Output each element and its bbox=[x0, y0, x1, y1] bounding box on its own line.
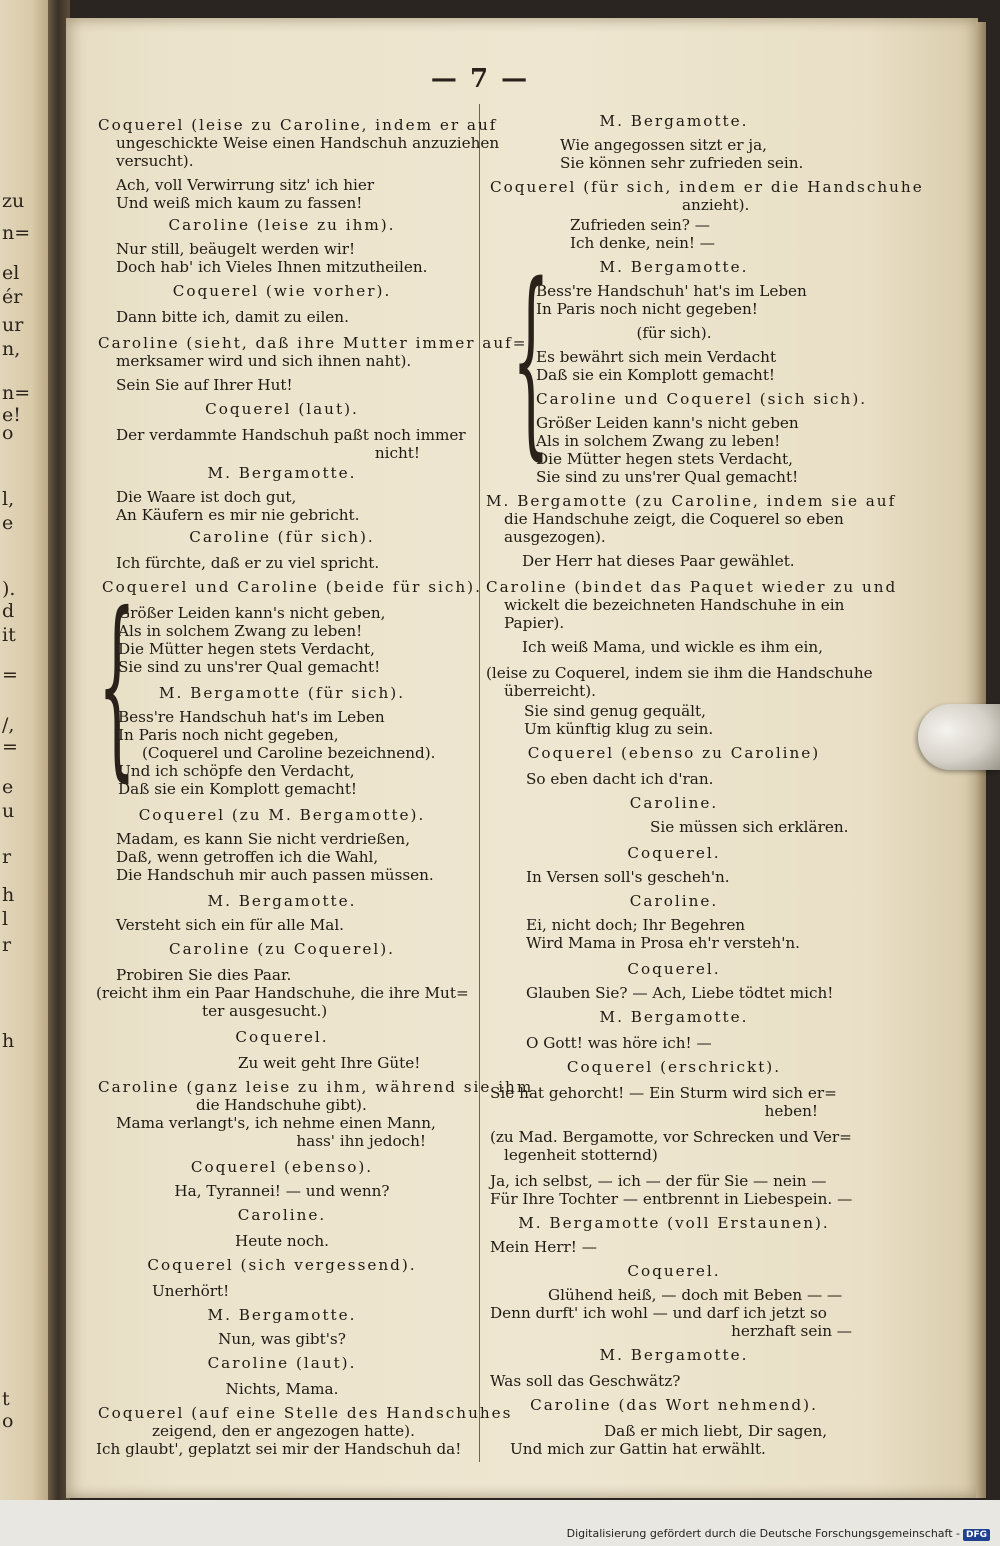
text-line: Madam, es kann Sie nicht verdrießen, bbox=[116, 830, 411, 848]
text-line: Daß sie ein Komplott gemacht! bbox=[536, 366, 776, 384]
text-line: Die Mütter hegen stets Verdacht, bbox=[118, 640, 375, 658]
text-line: Für Ihre Tochter — entbrennt in Liebespein. — bbox=[490, 1190, 853, 1208]
text-line: Probiren Sie dies Paar. bbox=[116, 966, 292, 984]
margin-fragment: n= bbox=[2, 222, 31, 244]
speaker-line: Coquerel (für sich, indem er die Handschuhe bbox=[490, 178, 924, 196]
text-line: Glühend heiß, — doch mit Beben — — bbox=[548, 1286, 843, 1304]
speaker-line: Caroline. bbox=[629, 892, 719, 910]
text-line: Sie hat gehorcht! — Ein Sturm wird sich er= bbox=[490, 1084, 837, 1102]
text-line: O Gott! was höre ich! — bbox=[526, 1034, 712, 1052]
margin-fragment: ér bbox=[2, 286, 23, 308]
text-line: Ha, Tyrannei! — und wenn? bbox=[174, 1182, 390, 1200]
text-line: Wird Mama in Prosa eh'r versteh'n. bbox=[526, 934, 800, 952]
speaker-line: Coquerel (sich vergessend). bbox=[147, 1256, 417, 1274]
margin-fragment: u bbox=[2, 800, 15, 822]
speaker-line: Coquerel (zu M. Bergamotte). bbox=[138, 806, 426, 824]
text-line: Sie können sehr zufrieden sein. bbox=[560, 154, 804, 172]
text-line: Um künftig klug zu sein. bbox=[524, 720, 714, 738]
text-line: Nichts, Mama. bbox=[225, 1380, 339, 1398]
speaker-line: Caroline (leise zu ihm). bbox=[168, 216, 396, 234]
dfg-logo: DFG bbox=[963, 1529, 990, 1541]
text-line: nicht! bbox=[374, 444, 420, 462]
text-line: Zu weit geht Ihre Güte! bbox=[238, 1054, 421, 1072]
speaker-line: Coquerel (wie vorher). bbox=[172, 282, 392, 300]
speaker-line: Caroline. bbox=[629, 794, 719, 812]
speaker-line: Coquerel (leise zu Caroline, indem er auf bbox=[98, 116, 498, 134]
text-line: (Coquerel und Caroline bezeichnend). bbox=[142, 744, 436, 762]
text-line: Heute noch. bbox=[235, 1232, 329, 1250]
margin-fragment: t bbox=[2, 1388, 10, 1410]
speaker-line: M. Bergamotte (für sich). bbox=[158, 684, 406, 702]
text-line: wickelt die bezeichneten Handschuhe in ein bbox=[504, 596, 845, 614]
text-line: Denn durft' ich wohl — und darf ich jetzt so bbox=[490, 1304, 827, 1322]
text-line: An Käufern es mir nie gebricht. bbox=[116, 506, 360, 524]
speaker-line: M. Bergamotte. bbox=[207, 892, 357, 910]
margin-fragment: n, bbox=[2, 338, 21, 360]
verse-brace: { bbox=[512, 241, 550, 479]
text-line: anzieht). bbox=[682, 196, 750, 214]
speaker-line: Coquerel (ebenso). bbox=[190, 1158, 374, 1176]
margin-fragment: r bbox=[2, 934, 12, 956]
text-line: So eben dacht ich d'ran. bbox=[526, 770, 714, 788]
text-line: Nur still, beäugelt werden wir! bbox=[116, 240, 356, 258]
text-line: Ich weiß Mama, und wickle es ihm ein, bbox=[522, 638, 823, 656]
text-line: Papier). bbox=[504, 614, 565, 632]
text-line: Bess're Handschuh hat's im Leben bbox=[118, 708, 385, 726]
margin-fragment: zu bbox=[2, 190, 25, 212]
text-line: merksamer wird und sich ihnen naht). bbox=[116, 352, 412, 370]
speaker-line: Caroline (sieht, daß ihre Mutter immer auf= bbox=[98, 334, 528, 352]
text-line: Sein Sie auf Ihrer Hut! bbox=[116, 376, 293, 394]
text-line: Und ich schöpfe den Verdacht, bbox=[118, 762, 355, 780]
margin-fragment: = bbox=[2, 664, 18, 686]
text-line: Der Herr hat dieses Paar gewählet. bbox=[522, 552, 795, 570]
text-line: Sie sind zu uns'rer Qual gemacht! bbox=[118, 658, 381, 676]
speaker-line: Caroline und Coquerel (sich sich). bbox=[536, 390, 868, 408]
text-line: Ich glaubt', geplatzt sei mir der Handschuh da! bbox=[96, 1440, 462, 1458]
text-line: Die Mütter hegen stets Verdacht, bbox=[536, 450, 793, 468]
text-line: In Paris noch nicht gegeben, bbox=[118, 726, 339, 744]
speaker-line: M. Bergamotte (voll Erstaunen). bbox=[518, 1214, 830, 1232]
text-line: Die Handschuh mir auch passen müssen. bbox=[116, 866, 434, 884]
text-line: Glauben Sie? — Ach, Liebe tödtet mich! bbox=[526, 984, 834, 1002]
speaker-line: M. Bergamotte. bbox=[599, 1346, 749, 1364]
text-line: Als in solchem Zwang zu leben! bbox=[118, 622, 363, 640]
margin-fragment: n= bbox=[2, 382, 31, 404]
text-line: hass' ihn jedoch! bbox=[296, 1132, 426, 1150]
text-line: Sie sind genug gequält, bbox=[524, 702, 706, 720]
speaker-line: M. Bergamotte. bbox=[207, 1306, 357, 1324]
text-line: Unerhört! bbox=[152, 1282, 230, 1300]
text-line: Versteht sich ein für alle Mal. bbox=[116, 916, 345, 934]
footer-credit-text: Digitalisierung gefördert durch die Deutsche Forschungsgemeinschaft - bbox=[566, 1527, 960, 1540]
text-line: Daß er mich liebt, Dir sagen, bbox=[604, 1422, 828, 1440]
speaker-line: M. Bergamotte. bbox=[599, 112, 749, 130]
text-line: In Versen soll's gescheh'n. bbox=[526, 868, 730, 886]
verse-brace: { bbox=[98, 571, 136, 800]
text-line: (leise zu Coquerel, indem sie ihm die Handschuhe bbox=[486, 664, 873, 682]
margin-fragment: e bbox=[2, 776, 14, 798]
margin-fragment: /, bbox=[2, 714, 15, 736]
margin-fragment: o bbox=[2, 422, 14, 444]
speaker-line: Coquerel. bbox=[627, 960, 721, 978]
text-line: überreicht). bbox=[504, 682, 597, 700]
text-line: Ja, ich selbst, — ich — der für Sie — nein — bbox=[490, 1172, 827, 1190]
text-line: Die Waare ist doch gut, bbox=[116, 488, 297, 506]
text-line: (reicht ihm ein Paar Handschuhe, die ihre Mut= bbox=[96, 984, 469, 1002]
text-line: ter ausgesucht.) bbox=[202, 1002, 328, 1020]
text-line: die Handschuhe gibt). bbox=[196, 1096, 367, 1114]
text-line: Und mich zur Gattin hat erwählt. bbox=[510, 1440, 766, 1458]
speaker-line: Caroline (das Wort nehmend). bbox=[530, 1396, 818, 1414]
text-line: Ach, voll Verwirrung sitz' ich hier bbox=[116, 176, 375, 194]
text-line: Und weiß mich kaum zu fassen! bbox=[116, 194, 363, 212]
page-number: — 7 — bbox=[430, 64, 530, 94]
text-line: In Paris noch nicht gegeben! bbox=[536, 300, 758, 318]
margin-fragment: e! bbox=[2, 404, 21, 426]
speaker-line: Caroline (zu Coquerel). bbox=[168, 940, 396, 958]
text-line: Doch hab' ich Vieles Ihnen mitzutheilen. bbox=[116, 258, 428, 276]
speaker-line: Caroline. bbox=[237, 1206, 327, 1224]
speaker-line: M. Bergamotte. bbox=[207, 464, 357, 482]
text-line: Daß, wenn getroffen ich die Wahl, bbox=[116, 848, 379, 866]
speaker-line: Caroline (bindet das Paquet wieder zu und bbox=[486, 578, 898, 596]
speaker-line: Coquerel. bbox=[627, 844, 721, 862]
text-line: herzhaft sein — bbox=[731, 1322, 852, 1340]
margin-fragment: ). bbox=[2, 578, 16, 600]
text-line: ungeschickte Weise einen Handschuh anzuziehen bbox=[116, 134, 500, 152]
margin-fragment: h bbox=[2, 1030, 15, 1052]
margin-fragment: ur bbox=[2, 314, 24, 336]
text-line: Es bewährt sich mein Verdacht bbox=[536, 348, 777, 366]
margin-fragment: d bbox=[2, 600, 15, 622]
text-line: heben! bbox=[764, 1102, 818, 1120]
margin-fragment: r bbox=[2, 846, 12, 868]
margin-fragment: it bbox=[2, 624, 16, 646]
speaker-line: Coquerel (ebenso zu Caroline) bbox=[527, 744, 821, 762]
speaker-line: M. Bergamotte. bbox=[599, 258, 749, 276]
text-line: Der verdammte Handschuh paßt noch immer bbox=[116, 426, 466, 444]
text-line: versucht). bbox=[116, 152, 194, 170]
text-line: ausgezogen). bbox=[504, 528, 606, 546]
column-divider bbox=[479, 104, 480, 1462]
text-line: Größer Leiden kann's nicht geben, bbox=[118, 604, 386, 622]
text-line: zeigend, den er angezogen hatte). bbox=[152, 1422, 415, 1440]
text-line: Was soll das Geschwätz? bbox=[490, 1372, 681, 1390]
text-line: Sie sind zu uns'rer Qual gemacht! bbox=[536, 468, 799, 486]
speaker-line: Coquerel (erschrickt). bbox=[566, 1058, 782, 1076]
text-line: Mama verlangt's, ich nehme einen Mann, bbox=[116, 1114, 436, 1132]
speaker-line: Coquerel und Caroline (beide für sich). bbox=[102, 578, 482, 596]
margin-fragment: e bbox=[2, 512, 14, 534]
text-line: Dann bitte ich, damit zu eilen. bbox=[116, 308, 349, 326]
text-line: Wie angegossen sitzt er ja, bbox=[560, 136, 767, 154]
text-line: Zufrieden sein? — bbox=[570, 216, 710, 234]
text-line: Als in solchem Zwang zu leben! bbox=[536, 432, 781, 450]
bookmark-clip bbox=[918, 704, 1000, 770]
margin-fragment: = bbox=[2, 736, 18, 758]
margin-fragment: l, bbox=[2, 488, 15, 510]
speaker-line: Caroline (laut). bbox=[207, 1354, 357, 1372]
text-line: Daß sie ein Komplott gemacht! bbox=[118, 780, 358, 798]
margin-fragment: o bbox=[2, 1410, 14, 1432]
text-line: die Handschuhe zeigt, die Coquerel so eben bbox=[504, 510, 844, 528]
text-line: Ei, nicht doch; Ihr Begehren bbox=[526, 916, 746, 934]
text-line: Nun, was gibt's? bbox=[218, 1330, 346, 1348]
speaker-line: Coquerel. bbox=[235, 1028, 329, 1046]
text-line: Mein Herr! — bbox=[490, 1238, 597, 1256]
text-line: Ich denke, nein! — bbox=[570, 234, 715, 252]
text-line: Ich fürchte, daß er zu viel spricht. bbox=[116, 554, 380, 572]
text-line: (zu Mad. Bergamotte, vor Schrecken und Ver= bbox=[490, 1128, 852, 1146]
speaker-line: Caroline (ganz leise zu ihm, während sie ihm bbox=[98, 1078, 534, 1096]
text-line: Größer Leiden kann's nicht geben bbox=[536, 414, 799, 432]
footer-credit bbox=[567, 1527, 990, 1541]
text-line: legenheit stotternd) bbox=[504, 1146, 658, 1164]
speaker-line: Caroline (für sich). bbox=[189, 528, 375, 546]
margin-fragment: el bbox=[2, 262, 20, 284]
margin-fragment: h bbox=[2, 884, 15, 906]
text-line: (für sich). bbox=[636, 324, 712, 342]
margin-fragment: l bbox=[2, 908, 9, 930]
speaker-line: Coquerel (laut). bbox=[205, 400, 359, 418]
text-line: Bess're Handschuh' hat's im Leben bbox=[536, 282, 807, 300]
speaker-line: M. Bergamotte. bbox=[599, 1008, 749, 1026]
speaker-line: Coquerel (auf eine Stelle des Handschuhes bbox=[98, 1404, 513, 1422]
speaker-line: Coquerel. bbox=[627, 1262, 721, 1280]
text-line: Sie müssen sich erklären. bbox=[650, 818, 849, 836]
speaker-line: M. Bergamotte (zu Caroline, indem sie auf bbox=[486, 492, 897, 510]
